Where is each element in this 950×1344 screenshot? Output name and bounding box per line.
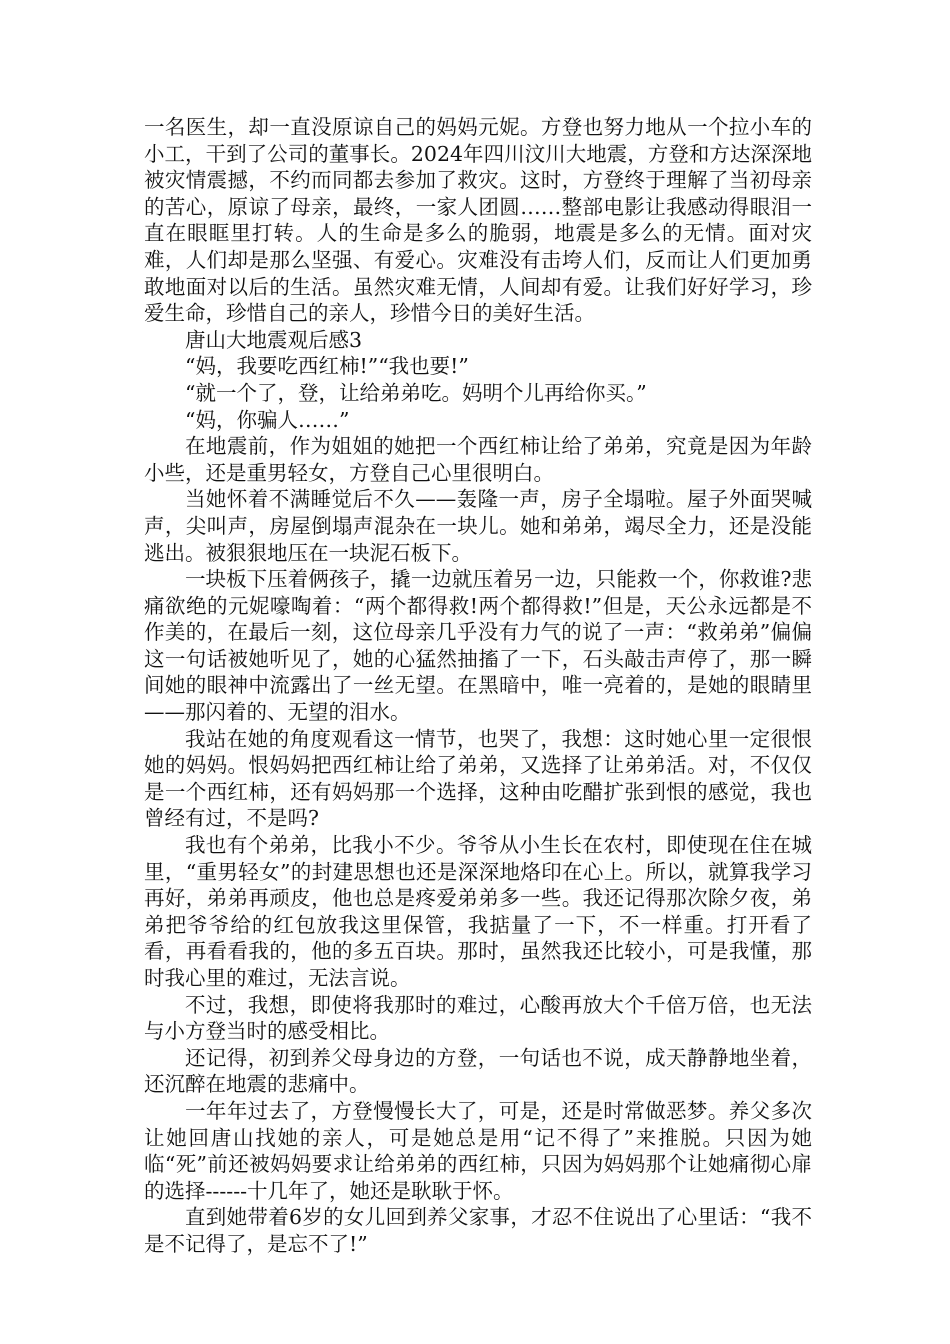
paragraph-dialogue-1: “妈，我要吃西红柿!”“我也要!” — [185, 354, 469, 379]
paragraph-personal-story: 我也有个弟弟，比我小不少。爷爷从小生长在农村，即使现在住在城里，“重男轻女”的封建思想也还是深深地烙印在心上。所以，就算我学习再好，弟弟再顽皮，他也总是疼爱弟弟多一些。我还记得那次除夕夜，弟弟把爷爷给的红包放我这里保管，我掂量了一下，不一样重。打开看了看，再看看我的，他的多五百块。那时，虽然我还比较小，可是我懂，那时我心里的难过，无法言说。 — [144, 833, 812, 990]
paragraph-continuation: 一名医生，却一直没原谅自己的妈妈元妮。方登也努力地从一个拉小车的小工，干到了公司的董事长。2024年四川汶川大地震，方登和方达深深地被灾情震撼，不约而同都去参加了救灾。这时，方登终于理解了当初母亲的苦心，原谅了母亲，最终，一家人团圆……整部电影让我感动得眼泪一直在眼眶里打转。人的生命是多么的脆弱，地震是多么的无情。面对灾难，人们却是那么坚强、有爱心。灾难没有击垮人们，反而让人们更加勇敢地面对以后的生活。虽然灾难无情，人间却有爱。让我们好好学习，珍爱生命，珍惜自己的亲人，珍惜今日的美好生活。 — [144, 115, 812, 326]
paragraph-adoptive-parents: 还记得，初到养父母身边的方登，一句话也不说，成天静静地坐着，还沉醉在地震的悲痛中。 — [144, 1045, 812, 1097]
paragraph-dialogue-2: “就一个了，登，让给弟弟吃。妈明个儿再给你买。” — [185, 380, 647, 405]
paragraph-comparison: 不过，我想，即使将我那时的难过，心酸再放大个千倍万倍，也无法与小方登当时的感受相比。 — [144, 992, 812, 1044]
paragraph-before-quake: 在地震前，作为姐姐的她把一个西红柿让给了弟弟，究竟是因为年龄小些，还是重男轻女，方登自己心里很明白。 — [144, 434, 812, 485]
section-heading: 唐山大地震观后感3 — [185, 327, 363, 352]
paragraph-rescue-choice: 一块板下压着俩孩子，撬一边就压着另一边，只能救一个，你救谁?悲痛欲绝的元妮嚎啕着：“两个都得救!两个都得救!”但是，天公永远都是不作美的，在最后一刻，这位母亲几乎没有力气的说了一声：“救弟弟”偏偏这一句话被她听见了，她的心猛然抽搐了一下，石头敲击声停了，那一瞬间她的眼神中流露出了一丝无望。在黑暗中，唯一亮着的，是她的眼睛里——那闪着的、无望的泪水。 — [144, 567, 812, 725]
paragraph-dialogue-3: “妈，你骗人……” — [185, 407, 350, 432]
paragraph-confession: 直到她带着6岁的女儿回到养父家事，才忍不住说出了心里话：“我不是不记得了，是忘不了!” — [144, 1205, 812, 1256]
paragraph-collapse: 当她怀着不满睡觉后不久——轰隆一声，房子全塌啦。屋子外面哭喊声，尖叫声，房屋倒塌声混杂在一块儿。她和弟弟，竭尽全力，还是没能逃出。被狠狠地压在一块泥石板下。 — [144, 487, 812, 565]
paragraph-growing-up: 一年年过去了，方登慢慢长大了，可是，还是时常做恶梦。养父多次让她回唐山找她的亲人，可是她总是用“记不得了”来推脱。只因为她临“死”前还被妈妈要求让给弟弟的西红柿，只因为妈妈那个让她痛彻心扉的选择------十几年了，她还是耿耿于怀。 — [144, 1098, 812, 1203]
paragraph-reflection: 我站在她的角度观看这一情节，也哭了，我想：这时她心里一定很恨她的妈妈。恨妈妈把西红柿让给了弟弟，又选择了让弟弟活。对，不仅仅是一个西红柿，还有妈妈那一个选择，这种由吃醋扩张到恨的感觉，我也曾经有过，不是吗? — [144, 726, 812, 831]
document-body — [144, 114, 812, 1258]
